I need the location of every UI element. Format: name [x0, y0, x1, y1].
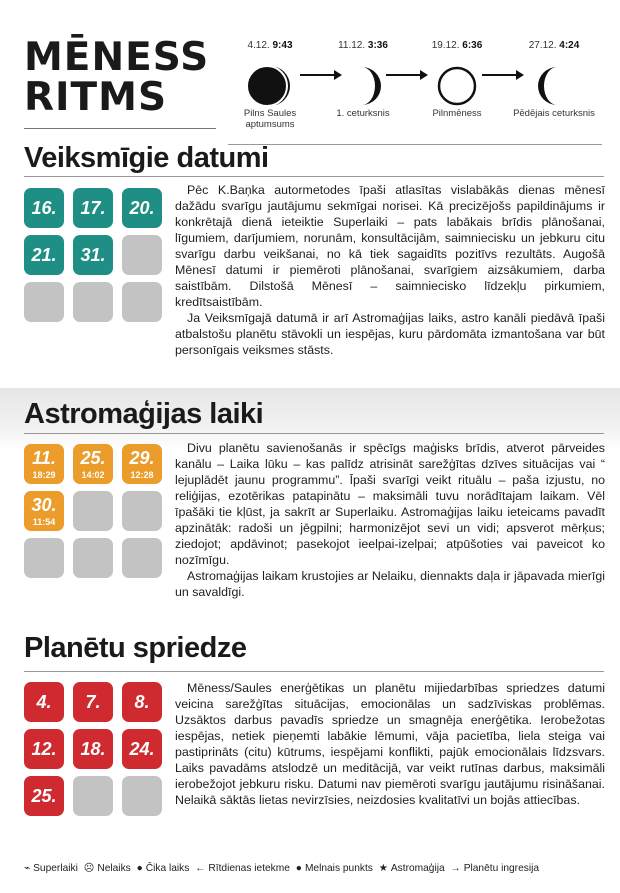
tile-day: 25. — [80, 448, 106, 468]
empty-date-tile — [122, 776, 162, 816]
body-paragraph: Ja Veiksmīgajā datumā ir arī Astromaģijas laiks, astro kanāli piedāvā īpaši atbalstošu planētu stāvokli un iespējas, kuru pārdomāta izmantošana var būt personīgais veiksmes stāsts. — [175, 311, 605, 357]
body-paragraph: Pēc K.Baņka autormetodes īpaši atlasītas vislabākās dienas mēnesī dažādu svarīgu jautājumu sekmīgai norisei. Kā precizējošs papildinājums ir konkrētajā dienā ieteiktie Superlaiki – pats labākais brīdis plānošanai, līgumiem, darījumiem, norunām, konsultācijām, saimniecisku un jebkuru citu svarīgu darbu veikšanai, no kā tiek sagaidīts pozitīvs rezultāts. Augošā Mēnesī datumi ir piemēroti plānošanai, svarīgiem aizsākumiem, darba saistībām. Dilstošā Mēnesī – saimniecisko līdzekļu pirkumiem, kredītsaistībām. — [175, 183, 605, 309]
empty-date-tile — [73, 776, 113, 816]
body-paragraph: Astromaģijas laikam krustojies ar Nelaiku, diennakts daļa ir jāpavada mierīgi un savaldīgi. — [175, 569, 605, 599]
tension-date-tile: 18. — [73, 729, 113, 769]
section-divider — [24, 433, 604, 434]
astromagic-date-tile — [24, 444, 64, 484]
arrow-left-icon: ← — [195, 863, 206, 874]
lucky-date-tile: 16. — [24, 188, 64, 228]
tension-date-tile: 24. — [122, 729, 162, 769]
astromagic-date-tile — [73, 444, 113, 484]
nelaiks-icon: ☹ — [83, 863, 95, 874]
phase-date: 4.12. — [247, 40, 270, 51]
empty-date-tile — [122, 538, 162, 578]
body-paragraph: Mēness/Saules enerģētikas un planētu mijiedarbības spriedzes datumi veicina sarežģītas situācijas, emocionālas un sadzīviskas problēmas. Uzsāktos darbus pavadīs spriedze un smagnēja enerģētika. Ierobežotas iespējas, netiek pieņemti labākie lēmumi, vāja pacietība, liela steiga vai pastiprināts (citu) kūtrums, iespējami konflikti, pajūk emocionālais līdzsvars. Laiks pavadāms atslodzē un meditācijā, var veikt rutīnas darbus, maksimāli ierobežojot jebkuru risku. Datumi nav piemēroti svarīgu jautājumu risināšanai. Nelaikā sāktās lietas nevirzīsies, neizdosies kvalitatīvi un bojās attiecības. — [175, 681, 605, 807]
empty-date-tile — [24, 282, 64, 322]
tile-time: 11:54 — [32, 517, 56, 527]
section-heading: Veiksmīgie datumi — [24, 142, 269, 174]
astromagic-date-tile — [24, 491, 64, 531]
section-body — [175, 182, 605, 358]
empty-date-tile — [122, 491, 162, 531]
legend-label: Nelaiks — [97, 863, 131, 874]
section-divider — [24, 176, 604, 177]
empty-date-tile — [73, 538, 113, 578]
empty-date-tile — [24, 538, 64, 578]
section-astromagic — [0, 388, 620, 623]
lucky-date-tile: 31. — [73, 235, 113, 275]
tile-day: 29. — [129, 448, 155, 468]
phase-time: 4:24 — [559, 40, 580, 51]
tile-day: 30. — [31, 495, 57, 515]
tension-date-tile: 8. — [122, 682, 162, 722]
legend-label: Astromaģija — [390, 863, 445, 874]
full-moon-icon — [434, 63, 480, 109]
empty-date-tile — [73, 282, 113, 322]
last-quarter-moon-icon — [531, 63, 577, 109]
phase-label: 1. ceturksnis — [336, 108, 390, 119]
section-heading: Planētu spriedze — [24, 632, 247, 664]
tile-day: 11. — [32, 448, 56, 468]
tile-time: 12:28 — [130, 470, 154, 480]
phase-label: Pēdējais ceturksnis — [513, 108, 595, 119]
phase-label: Pilnmēness — [432, 108, 482, 119]
phase-time: 3:36 — [367, 40, 388, 51]
tile-time: 14:02 — [81, 470, 105, 480]
moon-phase-last-quarter — [509, 40, 599, 119]
tension-date-tile: 12. — [24, 729, 64, 769]
tension-date-tile: 4. — [24, 682, 64, 722]
title-divider — [24, 128, 216, 129]
phase-time: 9:43 — [272, 40, 293, 51]
section-heading: Astromaģijas laiki — [24, 398, 264, 430]
superlaiki-icon: ⌁ — [24, 863, 31, 874]
tile-time: 18:29 — [32, 470, 56, 480]
phase-date: 11.12. — [338, 40, 366, 51]
arrow-right-icon: → — [450, 863, 461, 874]
legend — [24, 863, 604, 874]
legend-label: Planētu ingresija — [463, 863, 540, 874]
star-icon: ★ — [378, 863, 388, 874]
phase-label: Pilns Saules aptumsums — [243, 108, 297, 130]
lucky-date-tile: 21. — [24, 235, 64, 275]
empty-date-tile — [122, 282, 162, 322]
lucky-date-tile: 20. — [122, 188, 162, 228]
tension-date-tile: 25. — [24, 776, 64, 816]
first-quarter-moon-icon — [340, 63, 386, 109]
solar-eclipse-icon — [247, 63, 293, 109]
phase-date: 19.12. — [431, 40, 460, 51]
phase-date: 27.12. — [528, 40, 557, 51]
section-body — [175, 440, 605, 600]
astromagic-date-tile — [122, 444, 162, 484]
empty-date-tile — [73, 491, 113, 531]
section-divider — [24, 671, 604, 672]
lucky-date-tile: 17. — [73, 188, 113, 228]
legend-label: Rītdienas ietekme — [208, 863, 290, 874]
empty-date-tile — [122, 235, 162, 275]
page-title: MĒNESS RITMS — [24, 35, 210, 120]
black-dot-icon: ● — [295, 863, 302, 874]
legend-label: Čika laiks — [145, 863, 190, 874]
body-paragraph: Divu planētu savienošanās ir spēcīgs maģisks brīdis, atverot pārveides kanālu – Laika lūku – kas palīdz atrisināt sarežģītas dzīves situācijas vai “ lejuplādēt jaunu programmu”. Īpaši svarīgi veikt rituālu – paša izjustu, no reliģijas, ezotērikas patapinātu – maksimāli tuvu norādītajam laikam. Vēl īpašāki tie kļūst, ja sakrīt ar Superlaiku. Astromaģijas laiku ieteicams pavadīt apzinātāk: radoši un jēgpilni; harmonizējot sevi un vidi; apsverot mērķus; ziedojot; apdāvinot; pasekojot ieelpai-izelpai; atpūšoties vai paveicot ko nozīmīgu. — [175, 441, 605, 567]
section-lucky-dates — [0, 140, 620, 385]
drop-icon: ● — [136, 863, 143, 874]
legend-label: Superlaiki — [33, 863, 78, 874]
legend-label: Melnais punkts — [304, 863, 373, 874]
section-body — [175, 680, 605, 808]
phase-time: 6:36 — [462, 40, 483, 51]
tension-date-tile: 7. — [73, 682, 113, 722]
section-planet-tension — [0, 630, 620, 830]
